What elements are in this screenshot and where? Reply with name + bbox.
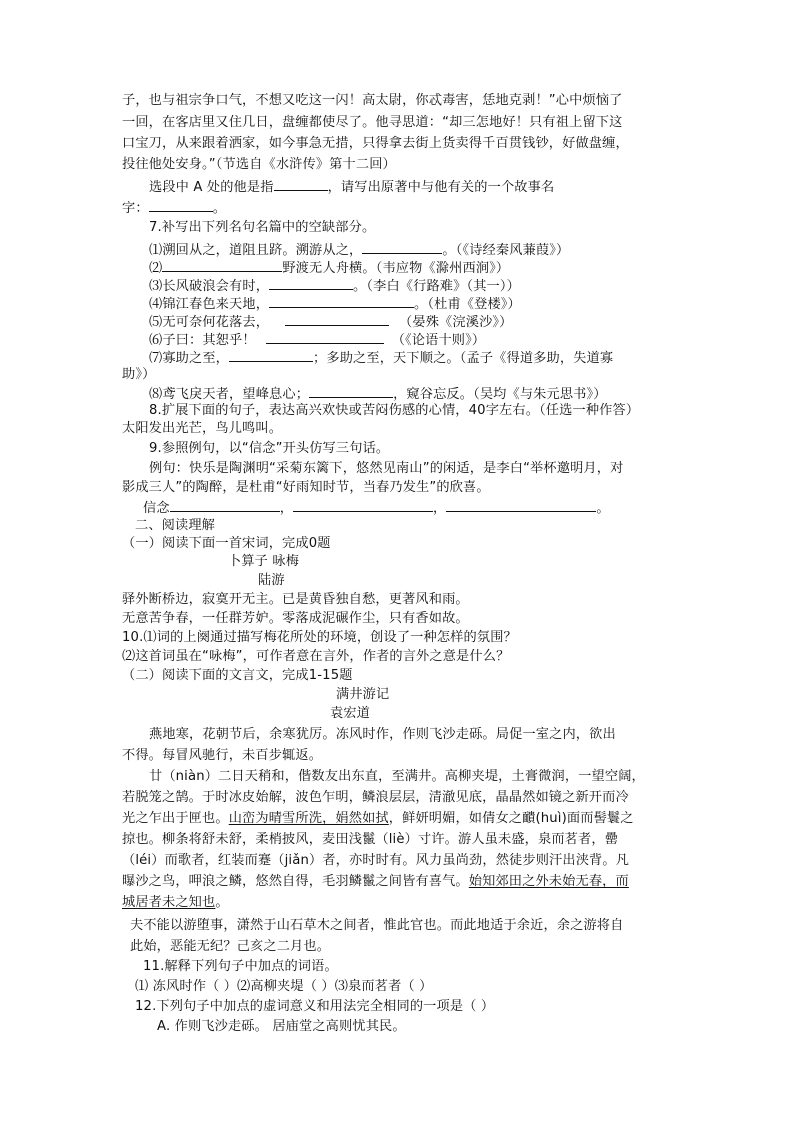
poem-line: 无意苦争春，一任群芳妒。零落成泥碾作尘，只有香如故。	[122, 611, 469, 626]
essay-line: 此始，恶能无纪？己亥之二月也。	[130, 939, 331, 954]
q6-line	[149, 177, 554, 197]
essay-line: 若脱笼之鹄。于时冰皮始解，波色乍明，鳞浪层层，清澈见底，晶晶然如镜之新开而冷	[122, 790, 629, 805]
q7-text: ⑷锦江春色来天地，	[149, 297, 270, 312]
essay-text: 光之乍出于匣也。	[122, 811, 229, 826]
answer-blank[interactable]	[149, 198, 213, 212]
poem-title: 卜算子 咏梅	[228, 554, 300, 569]
q7-item: 助》）	[122, 367, 156, 382]
passage-line: 子，也与祖宗争口气，不想又吃这一闪！高太尉，你忒毒害，恁地克剥！”心中烦恼了	[122, 93, 623, 108]
q7-text: ⑻鸢飞戾天者，望峰息心；	[149, 387, 310, 402]
q7-text: ；多助之至，天下顺之。（孟子《得道多助，失道寡	[313, 351, 614, 366]
q7-item	[149, 312, 512, 332]
q7-title: 7.补写出下列名句名篇中的空缺部分。	[149, 220, 376, 235]
q9-prompt: 9.参照例句，以“信念”开头仿写三句话。	[149, 441, 390, 456]
underlined-sentence: 山峦为晴雪所洗，娟然如拭	[228, 811, 389, 826]
q9-text: ，	[279, 501, 294, 516]
q6-line	[122, 198, 226, 218]
passage-line: 投往他处安身。”（节选自《水浒传》第十二回）	[122, 157, 396, 172]
q8-sentence: 太阳发出光芒，鸟儿鸣叫。	[122, 421, 283, 436]
q6-text: ，请写出原著中与他有关的一个故事名	[327, 180, 555, 195]
q7-text: ⑺寡助之至，	[149, 351, 230, 366]
answer-blank[interactable]	[266, 330, 384, 344]
answer-blank[interactable]	[170, 498, 280, 512]
q7-text: ⑹子曰：其恕乎！	[149, 333, 256, 348]
q9-text: ，	[433, 501, 447, 516]
q7-item	[149, 330, 485, 350]
q11-title: 11.解释下列句子中加点的词语。	[143, 959, 338, 974]
passage-line: 一回，在客店里又住几日，盘缠都使尽了。他寻思道：“却三怎地好！只有祖上留下这	[122, 115, 623, 130]
answer-blank[interactable]	[309, 384, 393, 398]
q7-item	[149, 276, 520, 296]
essay-text: 曝沙之鸟，呷浪之鳞，悠然自得，毛羽鳞鬣之间皆有喜气。	[122, 874, 469, 889]
q9-text: 。	[596, 501, 610, 516]
essay-text: ，鲜妍明媚，如倩女之靧(huì)面而髻鬟之	[388, 811, 634, 826]
essay-line: 燕地寒，花朝节后，余寒犹厉。冻风时作，作则飞沙走砾。局促一室之内，欲出	[149, 727, 616, 742]
q6-text: 。	[212, 201, 227, 216]
essay-title: 满井游记	[336, 687, 390, 702]
q7-text: 。（《诗经秦风蒹葭》）	[442, 243, 570, 258]
q7-text: （晏殊《浣溪沙》）	[399, 315, 513, 330]
answer-blank[interactable]	[162, 258, 282, 272]
q10-part1: 10.⑴词的上阕通过描写梅花所处的环境，创设了一种怎样的氛围？	[122, 630, 517, 645]
q12-title: 12.下列句子中加点的虚词意义和用法完全相同的一项是（ ）	[135, 999, 495, 1014]
poem-author: 陆游	[258, 573, 285, 588]
q9-example: 例句：快乐是陶渊明“采菊东篱下，悠然见南山”的闲适，是李白“举杯邀明月，对	[149, 461, 624, 476]
q7-text: 。（李白《行路难》（其一））	[353, 279, 520, 294]
essay-line: （léi）而歌者，红装而蹇（jiǎn）者，亦时时有。风力虽尚劲，然徒步则汗出浃背。凡	[122, 853, 630, 868]
essay-line: 夫不能以游堕事，潇然于山石草木之间者，惟此官也。而此地适于余近，余之游将自	[130, 918, 624, 933]
q7-text: ⑸无可奈何花落去，	[149, 315, 270, 330]
answer-blank[interactable]	[229, 348, 313, 362]
q7-text: （《论语十则》）	[391, 333, 486, 348]
q10-part2: ⑵这首词虽在“咏梅”，可作者意在言外，作者的言外之意是什么？	[122, 649, 510, 664]
subsection-heading: （二）阅读下面的文言文，完成1-15题	[122, 668, 353, 683]
answer-blank[interactable]	[285, 312, 389, 326]
answer-blank[interactable]	[293, 498, 433, 512]
answer-blank[interactable]	[269, 276, 353, 290]
essay-text: 。	[215, 895, 229, 910]
essay-line	[122, 810, 634, 828]
answer-blank[interactable]	[362, 240, 442, 254]
q8-prompt: 8.扩展下面的句子，表达高兴欢快或苦闷伤感的心情，40字左右。（任选一种作答）	[149, 403, 640, 418]
q7-item	[149, 384, 607, 404]
q7-text: 。（杜甫《登楼》）	[414, 297, 521, 312]
essay-line	[122, 873, 629, 891]
q9-example: 影成三人”的陶醉，是杜甫“好雨知时节，当春乃发生”的欣喜。	[122, 480, 490, 495]
q9-answer-line	[143, 498, 610, 518]
q11-items: ⑴ 冻风时作（ ）⑵高柳夹堤（ ）⑶泉而茗者（ ）	[135, 979, 433, 994]
subsection-heading: （一）阅读下面一首宋词，完成0题	[122, 536, 331, 551]
essay-line: 廿（niàn）二日天稍和，偕数友出东直，至满井。高柳夹堤，土膏微润，一望空阔，	[149, 769, 645, 784]
section-heading: 二、阅读理解	[135, 518, 216, 533]
q6-text: 选段中 A 处的他是指	[149, 180, 274, 195]
q6-text: 字：	[122, 201, 149, 216]
q7-text: ⑴溯回从之，道阻且跻。溯游从之，	[149, 243, 363, 258]
essay-line: 不得。每冒风驰行，未百步辄返。	[122, 748, 323, 763]
essay-line	[122, 894, 229, 912]
q7-item	[149, 258, 509, 278]
q7-text: 野渡无人舟横。（韦应物《滁州西涧》）	[282, 261, 510, 276]
essay-author: 袁宏道	[330, 706, 371, 721]
essay-line: 掠也。柳条将舒未舒，柔梢披风，麦田浅鬣（liè）寸许。游人虽未盛，泉而茗者，罍	[122, 832, 619, 847]
poem-line: 驿外断桥边，寂寞开无主。已是黄昏独自愁，更著风和雨。	[122, 592, 469, 607]
q7-text: ⑵	[149, 261, 163, 276]
answer-blank[interactable]	[274, 177, 328, 191]
q12-option-a: A. 作则飞沙走砾。 居庙堂之高则忧其民。	[157, 1019, 406, 1034]
passage-line: 口宝刀，从来跟着洒家，如今事急无措，只得拿去街上货卖得千百贯钱钞，好做盘缠，	[122, 136, 629, 151]
underlined-sentence: 城居者未之知也	[122, 895, 216, 910]
q7-text: ，窥谷忘反。（吴均《与朱元思书》）	[393, 387, 607, 402]
q7-item	[149, 240, 569, 260]
q7-text: ⑶长风破浪会有时，	[149, 279, 270, 294]
q7-item	[149, 294, 521, 314]
q7-item	[149, 348, 613, 368]
answer-blank[interactable]	[446, 498, 596, 512]
underlined-sentence: 始知郊田之外未始无春，而	[468, 874, 629, 889]
answer-blank[interactable]	[269, 294, 414, 308]
q9-text: 信念	[143, 501, 170, 516]
